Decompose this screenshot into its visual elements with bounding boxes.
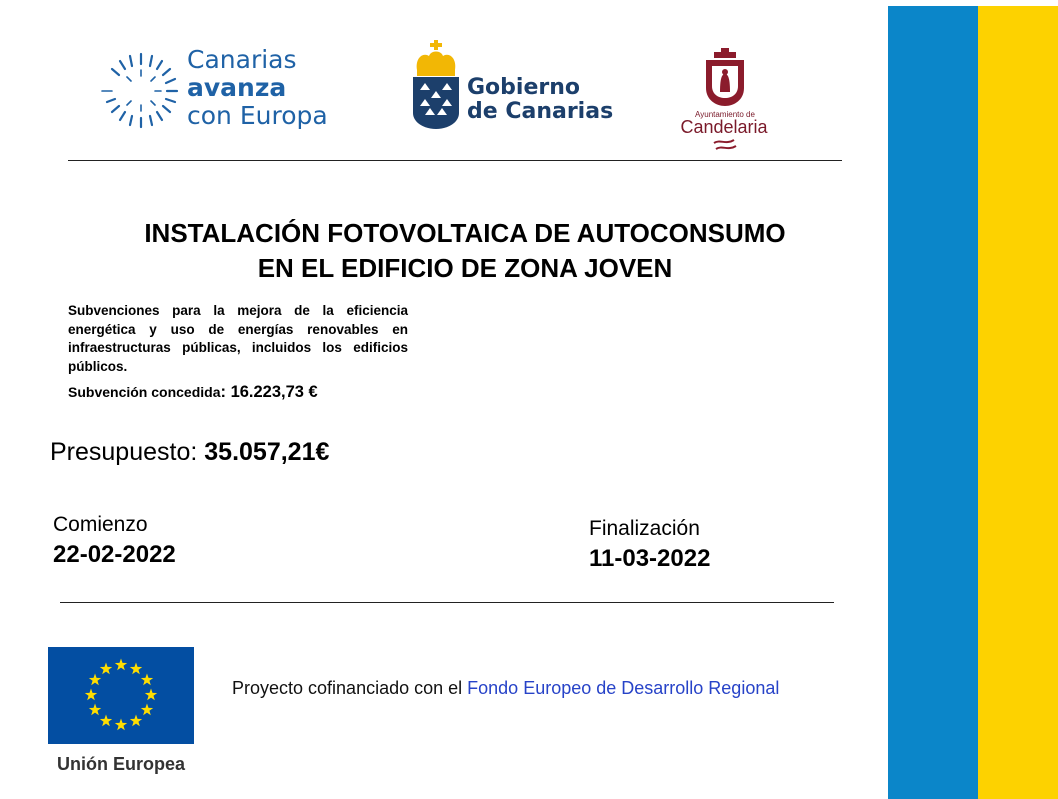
- title-line2: EN EL EDIFICIO DE ZONA JOVEN: [257, 253, 673, 283]
- candelaria-small-text: Ayuntamiento de: [695, 110, 755, 119]
- title-line1: INSTALACIÓN FOTOVOLTAICA DE AUTOCONSUMO: [144, 218, 786, 248]
- eu-flag-icon: [48, 647, 194, 744]
- canarias-avanza-line3: con Europa: [187, 101, 328, 130]
- top-divider: [68, 160, 842, 161]
- end-date: 11-03-2022: [589, 545, 711, 572]
- cofinanciado-prefix: Proyecto cofinanciado con el: [232, 678, 468, 698]
- presupuesto: [50, 438, 329, 467]
- cofinanciado-text: [232, 678, 779, 699]
- gobierno-line1: Gobierno: [467, 75, 581, 100]
- subvencion-amount: : 16.223,73 €: [220, 383, 318, 401]
- subvencion-concedida: [68, 383, 318, 402]
- subvencion-description: Subvenciones para la mejora de la eficiencia energética y uso de energías renovables en infraestructuras públicas, incluidos los edificios públicos.: [68, 303, 408, 374]
- canarias-avanza-logo-icon: [100, 50, 182, 132]
- canarias-avanza-text: [187, 46, 328, 130]
- start-date: 22-02-2022: [53, 541, 176, 568]
- gobierno-line2: de Canarias: [467, 99, 614, 124]
- presupuesto-value: 35.057,21€: [204, 438, 330, 466]
- crown-icon: [413, 40, 459, 78]
- bottom-divider: [60, 602, 834, 603]
- fund-name: Fondo Europeo de Desarrollo Regional: [467, 678, 780, 698]
- yellow-stripe: [978, 6, 1058, 799]
- canarias-avanza-line1: Canarias: [187, 45, 297, 74]
- candelaria-wave-icon: [712, 137, 738, 153]
- blue-stripe: [888, 6, 978, 799]
- gobierno-text: [467, 76, 613, 124]
- gobierno-shield-icon: [413, 77, 459, 129]
- start-label: Comienzo: [53, 513, 148, 536]
- eu-label: Unión Europea: [56, 754, 185, 774]
- candelaria-shield-icon: [704, 48, 746, 108]
- canarias-avanza-line2: avanza: [187, 73, 287, 102]
- subvencion-label: Subvención concedida: [68, 384, 221, 400]
- page-title: [60, 216, 870, 286]
- candelaria-big-text: Candelaria: [680, 117, 768, 137]
- end-label: Finalización: [589, 517, 700, 540]
- presupuesto-label: Presupuesto:: [50, 438, 205, 466]
